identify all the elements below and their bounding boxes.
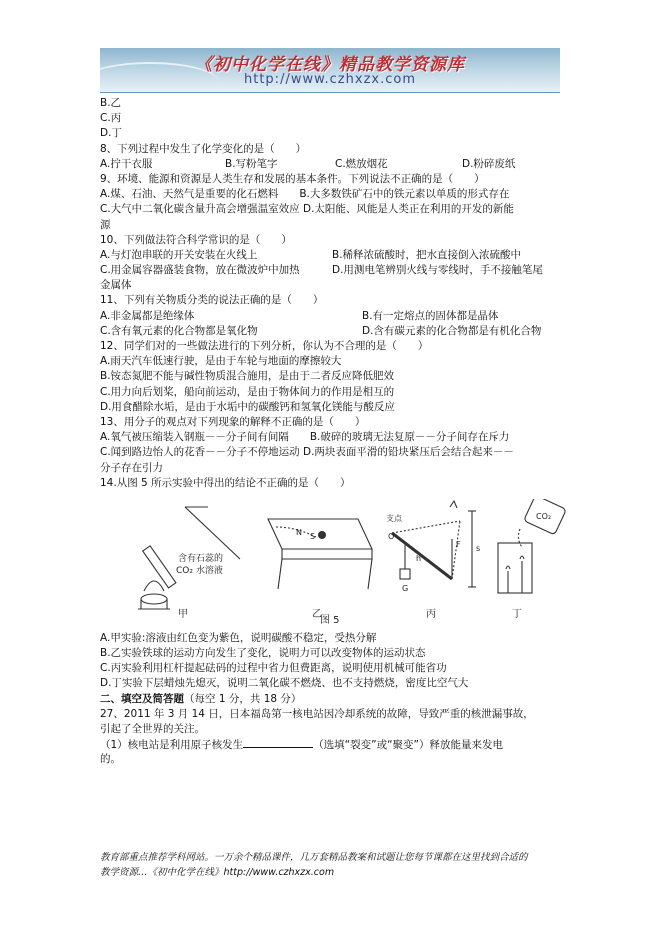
question-9-cd: C.大气中二氧化碳含量升高会增强温室效应 D.太阳能、风能是人类正在利用的开发的新能	[100, 203, 514, 216]
point-o-label: O	[388, 531, 395, 541]
section-title: 二、填空及简答题	[100, 692, 184, 705]
option-a: A.拧干衣服	[100, 157, 153, 170]
figure-label-yi: 乙	[312, 608, 322, 620]
option-d: D.用测电笔辨别火线与零线时，手不接触笔尾	[332, 264, 543, 277]
question-14: 14.从图 5 所示实验中得出的结论不正确的是（ ）	[100, 476, 351, 489]
question-11-cd	[100, 324, 570, 339]
magnet-s-label: S	[310, 531, 316, 541]
question-27-1-cont: 的。	[100, 753, 121, 766]
fulcrum-label: 支点	[386, 513, 402, 523]
option-b: B.铵态氮肥不能与碱性物质混合施用，是由于二者反应降低肥效	[100, 370, 395, 383]
question-9-cd-cont: 源	[100, 218, 111, 231]
question-11-ab	[100, 309, 570, 324]
experiment-ding-drawing	[498, 499, 566, 593]
figure-label-ding: 丁	[512, 608, 522, 620]
question-27: 27、2011 年 3 月 14 日，日本福岛第一核电站因冷却系统的故障，导致严重的核泄漏事故，	[100, 707, 534, 720]
experiment-yi-drawing	[268, 519, 372, 589]
weight-g-label: G	[402, 583, 409, 593]
section-heading	[100, 692, 570, 707]
option-text: D.丁	[100, 127, 122, 140]
answer-blank[interactable]	[243, 737, 313, 748]
question-8-options	[100, 157, 570, 172]
question-27-1-prefix: （1）核电站是利用原子核发生	[100, 739, 244, 752]
question-8: 8、下列过程中发生了化学变化的是（ ）	[100, 142, 307, 155]
height-h-label: h	[416, 553, 422, 563]
option-a: A.雨天汽车低速行驶，是由于车轮与地面的摩擦较大	[100, 355, 342, 368]
question-9: 9、环境、能源和资源是人类生存和发展的基本条件。下列说法不正确的是（ ）	[100, 172, 485, 185]
question-13-cont: 分子存在引力	[100, 461, 163, 474]
experiment-bing-drawing	[392, 501, 476, 587]
banner-title: 《初中化学在线》精品教学资源库	[195, 55, 465, 75]
option-text: C.丙	[100, 112, 122, 125]
experiment-illustration	[100, 499, 570, 625]
solution-label-2: CO₂ 水溶液	[176, 565, 223, 576]
section-score: （每空 1 分，共 18 分）	[184, 692, 302, 705]
option-d: D.含有碳元素的化合物都是有机化合物	[362, 324, 542, 337]
figure-caption: 图 5	[320, 614, 340, 625]
option-c: C.丙实验利用杠杆提起砝码的过程中省力但费距离，说明使用机械可能省功	[100, 662, 447, 675]
question-13-ab: A.氧气被压缩装入钢瓶－－分子间有间隔 B.破碎的玻璃无法复原－－分子间存在斥力	[100, 431, 510, 444]
option-a: A.非金属都是绝缘体	[100, 309, 195, 322]
question-12: 12、同学们对的一些做法进行的下列分析，你认为不合理的是（ ）	[100, 340, 429, 352]
distance-s-label: s	[476, 543, 481, 553]
document-body	[100, 96, 570, 768]
question-9-ab: A.煤、石油、天然气是重要的化石燃料 B.大多数铁矿石中的铁元素以单质的形式存在	[100, 188, 510, 201]
force-f-label: F	[456, 539, 461, 549]
magnet-n-label: N	[296, 527, 302, 537]
option-c: C.用力向后划桨，船向前运动，是由于物体间力的作用是相互的	[100, 385, 395, 398]
page-footer	[100, 850, 570, 880]
footer-line-1: 教育部重点推荐学科网站。一万余个精品课件，几万套精品教案和试题让您每节课都在这里找到合适的	[100, 852, 528, 863]
header-banner	[100, 48, 560, 93]
figure-label-jia: 甲	[178, 608, 188, 620]
question-10: 10、下列做法符合科学常识的是（ ）	[100, 233, 292, 246]
option-c: C.燃放烟花	[335, 157, 388, 170]
question-13: 13、用分子的观点对下列现象的解释不正确的是（ ）	[100, 415, 366, 428]
question-27-cont: 引起了全世界的关注。	[100, 723, 205, 735]
option-d: D.粉碎废纸	[462, 157, 516, 170]
question-10-cd	[100, 263, 570, 278]
question-27-1	[100, 737, 570, 752]
figure-label-bing: 丙	[426, 608, 436, 620]
option-b: B.有一定熔点的固体都是晶体	[362, 309, 499, 322]
banner-url[interactable]: http://www.czhxzx.com	[244, 72, 416, 87]
co2-label: CO₂	[536, 511, 552, 521]
question-10-ab	[100, 248, 570, 263]
option-d: D.用食醋除水垢，是由于水垢中的碳酸钙和氢氧化镁能与酸反应	[100, 400, 395, 413]
footer-line-2: 教学资源…《初中化学在线》http://www.czhxzx.com	[100, 867, 335, 878]
figure-5	[100, 499, 570, 625]
option-c: C.含有氧元素的化合物都是氧化物	[100, 324, 258, 337]
option-b: B.稀释浓硫酸时，把水直接倒入浓硫酸中	[332, 248, 522, 261]
option-b: B.乙实验铁球的运动方向发生了变化，说明力可以改变物体的运动状态	[100, 647, 426, 660]
option-a: A.与灯泡串联的开关安装在火线上	[100, 248, 258, 261]
option-d: D.丁实验下层蜡烛先熄灭，说明二氧化碳不燃烧、也不支持燃烧，密度比空气大	[100, 677, 469, 690]
solution-label-1: 含有石蕊的	[178, 553, 224, 564]
question-10-cont: 金属体	[100, 279, 132, 292]
option-b: B.写粉笔字	[225, 157, 278, 170]
question-13-cd: C.闻到路边怡人的花香－－分子不停地运动 D.两块表面平滑的铅块紧压后会结合起来－－	[100, 446, 514, 459]
question-27-1-suffix: （选填“裂变”或“聚变”）释放能量来发电	[313, 739, 503, 752]
option-c: C.用金属容器盛装食物，放在微波炉中加热	[100, 264, 300, 277]
option-a: A.甲实验:溶液由红色变为紫色，说明碳酸不稳定，受热分解	[100, 631, 377, 644]
option-text: B.乙	[100, 97, 122, 109]
question-11: 11、下列有关物质分类的说法正确的是（ ）	[100, 294, 324, 307]
